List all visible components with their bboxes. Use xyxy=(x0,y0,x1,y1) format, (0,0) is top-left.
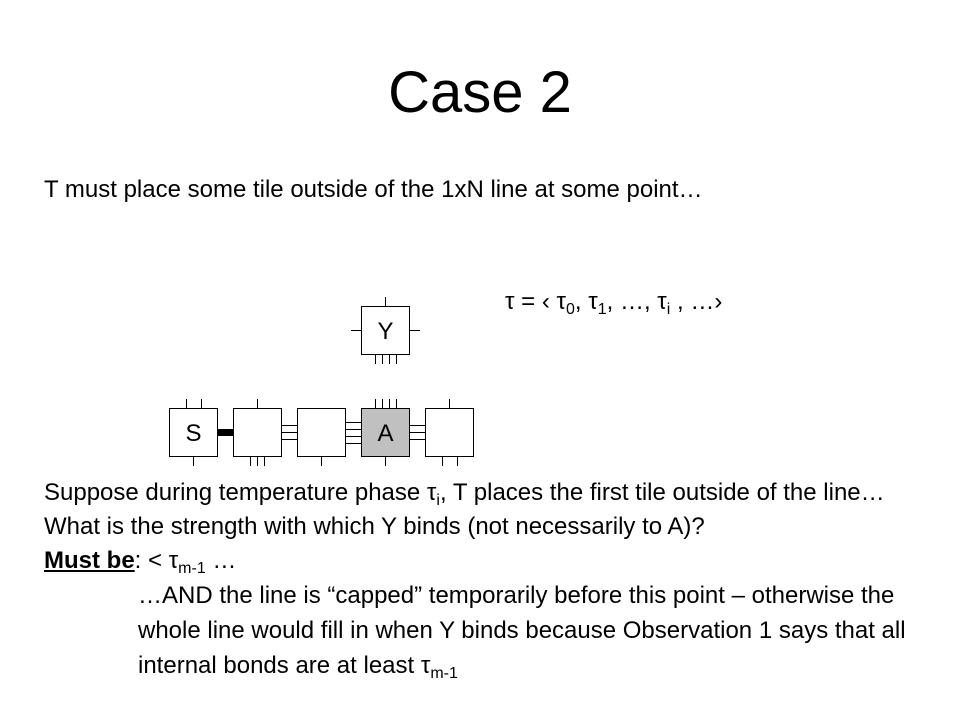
tile-s xyxy=(170,409,218,457)
intro-text: T must place some tile outside of the 1xN line at some point… xyxy=(44,176,703,203)
tile-a-label: A xyxy=(377,420,394,447)
tau-sequence-formula xyxy=(505,288,722,319)
formula-text: τ = ‹ τ xyxy=(505,288,566,315)
formula-text: , …, τ xyxy=(606,288,667,315)
answer-line xyxy=(44,547,236,578)
answer-text-rest: … xyxy=(205,547,237,574)
must-be-label: Must be xyxy=(44,547,135,574)
explanation-text: internal bonds are at least τ xyxy=(138,652,431,679)
strong-bond xyxy=(218,429,233,436)
explanation-line-3 xyxy=(138,652,458,683)
tile-blank-2-body xyxy=(234,409,282,457)
question-line: What is the strength with which Y binds (not necessarily to A)? xyxy=(44,513,705,540)
formula-text: , τ xyxy=(574,288,598,315)
tile-y xyxy=(362,307,410,355)
suppose-text-rest: , T places the first tile outside of the line… xyxy=(439,479,885,506)
explanation-line-1: …AND the line is “capped” temporarily before this point – otherwise the xyxy=(138,582,895,609)
tile-y-label: Y xyxy=(377,318,394,345)
tile-blank-2 xyxy=(234,409,282,457)
tile-blank-3 xyxy=(298,409,346,457)
answer-subscript: m-1 xyxy=(178,560,206,577)
tile-blank-5-body xyxy=(426,409,474,457)
suppose-text: Suppose during temperature phase τ xyxy=(44,479,437,506)
answer-text: : < τ xyxy=(134,547,179,574)
tile-a xyxy=(362,409,410,457)
suppose-line xyxy=(44,479,885,510)
formula-subscript: 0 xyxy=(565,301,575,318)
formula-text: , …› xyxy=(670,288,723,315)
formula-subscript: i xyxy=(666,301,671,318)
tile-blank-3-body xyxy=(298,409,346,457)
formula-subscript: 1 xyxy=(597,301,607,318)
tile-blank-5 xyxy=(426,409,474,457)
explanation-line-2: whole line would fill in when Y binds because Observation 1 says that all xyxy=(138,617,906,644)
explanation-subscript: m-1 xyxy=(430,665,458,682)
tile-assembly-diagram xyxy=(150,285,490,475)
suppose-subscript: i xyxy=(436,492,440,509)
tile-s-label: S xyxy=(185,420,202,447)
slide-title: Case 2 xyxy=(388,60,572,125)
